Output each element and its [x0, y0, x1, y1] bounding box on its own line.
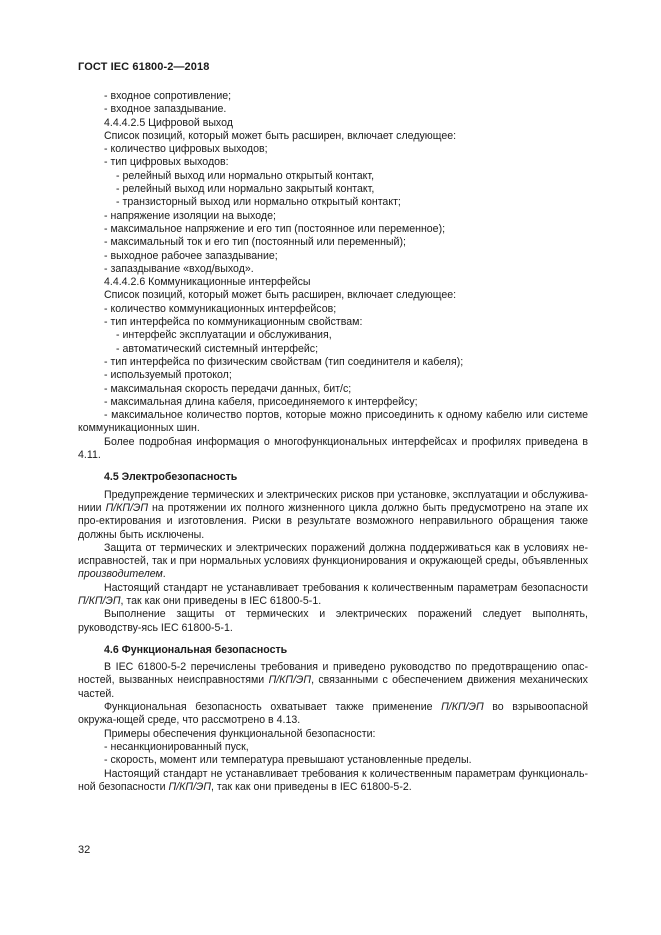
paragraph: Настоящий стандарт не устанавливает требования к количественным параметрам безопасности П/КП/ЭП, так как они приведены в IEC 61800-5-1.	[78, 581, 588, 607]
subsection-heading: 4.4.4.2.5 Цифровой выход	[104, 116, 233, 129]
sublist-item: - интерфейс эксплуатации и обслуживания,	[116, 329, 332, 342]
paragraph: Предупреждение термических и электрических рисков при установке, эксплуатации и обслужива-ниии П/КП/ЭП на протяжении их полного жизненного цикла должно быть предусмотрено на этапе их про-ектирования и изготовления. Риски в результате возможного неправильного обращения также должны быть исключены.	[78, 488, 588, 541]
paragraph: Защита от термических и электрических поражений должна поддерживаться как в условиях не-исправностей, так и при нормальных условиях функционирования и окружающей среды, объявленных производителем.	[78, 541, 588, 581]
list-item: - входное сопротивление;	[104, 90, 232, 102]
list-item: - максимальный ток и его тип (постоянный или переменный);	[104, 236, 406, 249]
paragraph: Выполнение защиты от термических и электрических поражений следует выполнять, руководству-ясь IEC 61800-5-1.	[78, 608, 588, 634]
list-item: - выходное рабочее запаздывание;	[104, 249, 278, 262]
list-item: - тип интерфейса по физическим свойствам (тип соединителя и кабеля);	[104, 355, 464, 368]
list-item: - максимальное количество портов, которые можно присоединить к одному кабелю или системе коммуникационных шин.	[78, 409, 588, 435]
list-item: - скорость, момент или температура превышают установленные пределы.	[104, 754, 472, 767]
paragraph: Список позиций, который может быть расширен, включает следующее:	[104, 289, 457, 302]
list-item: - напряжение изоляции на выходе;	[104, 209, 276, 222]
list-item: - запаздывание «вход/выход».	[104, 262, 254, 275]
sublist-item: - транзисторный выход или нормально открытый контакт;	[116, 196, 401, 209]
list-item: - количество цифровых выходов;	[104, 143, 268, 156]
paragraph: Примеры обеспечения функциональной безопасности:	[104, 727, 376, 740]
paragraph: Более подробная информация о многофункциональных интерфейсах и профилях приведена в 4.11.	[78, 435, 588, 462]
paragraph: Функциональная безопасность охватывает также применение П/КП/ЭП во взрывоопасной окружа-ющей среде, что рассмотрено в 4.13.	[78, 701, 588, 727]
list-item: - тип цифровых выходов:	[104, 156, 229, 169]
section-heading-4-6: 4.6 Функциональная безопасность	[104, 643, 288, 656]
sublist-item: - автоматический системный интерфейс;	[116, 342, 319, 355]
paragraph: Список позиций, который может быть расширен, включает следующее:	[104, 129, 457, 142]
list-item: - используемый протокол;	[104, 369, 232, 382]
document-header: ГОСТ IEC 61800-2—2018	[78, 61, 210, 73]
page-number: 32	[78, 844, 91, 856]
document-body	[78, 90, 588, 794]
subsection-heading: 4.4.4.2.6 Коммуникационные интерфейсы	[104, 276, 311, 289]
list-item: - несанкционированный пуск,	[104, 740, 249, 753]
paragraph: Настоящий стандарт не устанавливает требования к количественным параметрам функциональ-ной безопасности П/КП/ЭП, так как они приведены в IEC 61800-5-2.	[78, 767, 588, 793]
sublist-item: - релейный выход или нормально закрытый контакт,	[116, 183, 375, 196]
list-item: - тип интерфейса по коммуникационным свойствам:	[104, 316, 363, 329]
section-heading-4-5: 4.5 Электробезопасность	[104, 471, 238, 484]
list-item: - количество коммуникационных интерфейсов;	[104, 302, 337, 315]
paragraph: В IEC 61800-5-2 перечислены требования и приведено руководство по предотвращению опас-ностей, вызванных неисправностями П/КП/ЭП, связанными с обеспечением движения механических частей.	[78, 661, 588, 700]
list-item: - максимальное напряжение и его тип (постоянное или переменное);	[104, 222, 446, 235]
list-item: - максимальная длина кабеля, присоединяемого к интерфейсу;	[104, 395, 418, 408]
sublist-item: - релейный выход или нормально открытый контакт,	[116, 169, 375, 182]
list-item: - максимальная скорость передачи данных, бит/с;	[104, 382, 352, 395]
list-item: - входное запаздывание.	[104, 103, 227, 116]
